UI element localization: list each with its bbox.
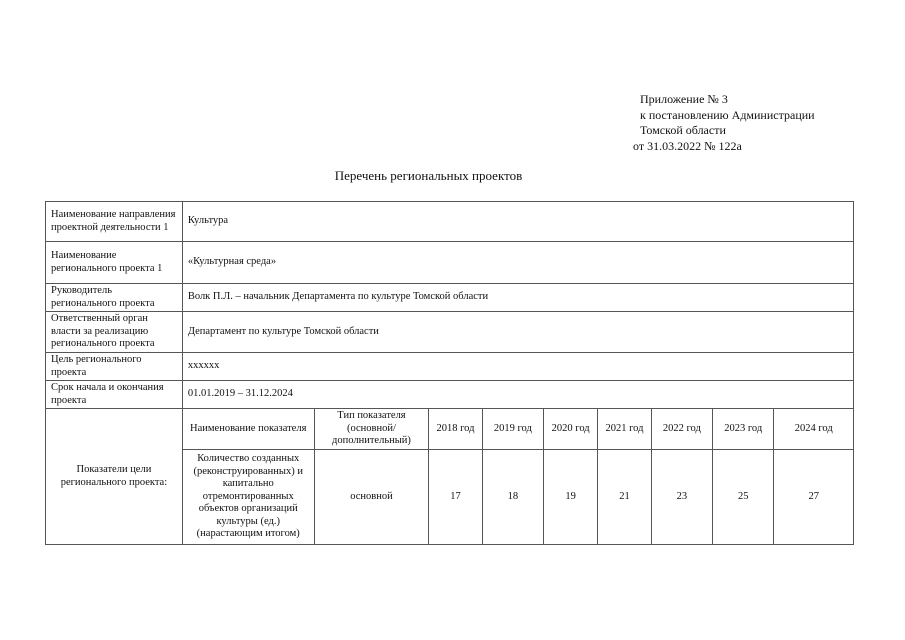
value-2018: 17: [429, 450, 482, 545]
header-year-2022: 2022 год: [651, 409, 712, 450]
row-label: Ответственный орган власти за реализацию регионального проекта: [46, 312, 183, 353]
header-year-2018: 2018 год: [429, 409, 482, 450]
projects-table: [45, 201, 854, 545]
row-label: Цель регионального проекта: [46, 353, 183, 381]
header-year-2019: 2019 год: [482, 409, 543, 450]
header-year-2021: 2021 год: [598, 409, 651, 450]
value-2024: 27: [774, 450, 854, 545]
table-row: [46, 284, 854, 312]
appendix-line-1: Приложение № 3: [640, 92, 728, 106]
value-2021: 21: [598, 450, 651, 545]
row-label: Наименование регионального проекта 1: [46, 242, 183, 284]
indicator-name: Количество созданных (реконструированных) и капитально отремонтированных объектов организаций культуры (ед.) (нарастающим итогом): [182, 450, 314, 545]
table-row: [46, 242, 854, 284]
row-value: Департамент по культуре Томской области: [182, 312, 853, 353]
header-year-2023: 2023 год: [713, 409, 774, 450]
table-row: [46, 381, 854, 409]
row-value: Культура: [182, 202, 853, 242]
table-row: [46, 312, 854, 353]
appendix-block: [633, 92, 815, 154]
indicators-label: Показатели цели регионального проекта:: [46, 409, 183, 545]
appendix-line-3: Томской области: [640, 123, 726, 137]
row-label: Срок начала и окончания проекта: [46, 381, 183, 409]
row-value: хххххх: [182, 353, 853, 381]
value-2020: 19: [544, 450, 598, 545]
table-row: [46, 202, 854, 242]
row-value: Волк П.Л. – начальник Департамента по культуре Томской области: [182, 284, 853, 312]
indicator-header-row: [46, 409, 854, 450]
row-value: 01.01.2019 – 31.12.2024: [182, 381, 853, 409]
header-year-2024: 2024 год: [774, 409, 854, 450]
row-label: Наименование направления проектной деятельности 1: [46, 202, 183, 242]
table-row: [46, 353, 854, 381]
indicator-type: основной: [314, 450, 429, 545]
header-indicator-type: Тип показателя (основной/ дополнительный): [314, 409, 429, 450]
header-year-2020: 2020 год: [544, 409, 598, 450]
document-title: Перечень региональных проектов: [334, 168, 523, 183]
value-2022: 23: [651, 450, 712, 545]
appendix-line-2: к постановлению Администрации: [640, 107, 815, 122]
row-value: «Культурная среда»: [182, 242, 853, 284]
value-2019: 18: [482, 450, 543, 545]
row-label: Руководитель регионального проекта: [46, 284, 183, 312]
value-2023: 25: [713, 450, 774, 545]
appendix-line-4: от 31.03.2022 № 122а: [633, 138, 742, 153]
header-indicator-name: Наименование показателя: [182, 409, 314, 450]
